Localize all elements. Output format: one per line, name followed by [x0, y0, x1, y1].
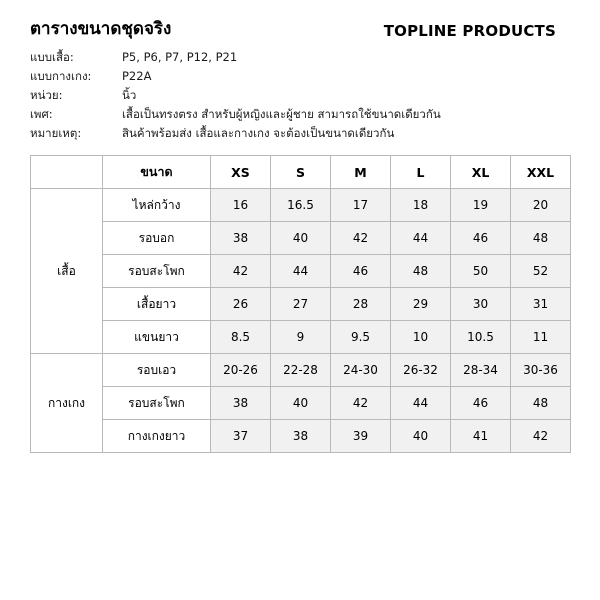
- cell-value: 42: [331, 387, 391, 420]
- size-header-xxl: XXL: [511, 156, 571, 189]
- group-label-pants: กางเกง: [31, 354, 103, 453]
- meta-value: P22A: [122, 69, 152, 83]
- cell-value: 26: [211, 288, 271, 321]
- group-label-shirt: เสื้อ: [31, 189, 103, 354]
- table-row: [31, 354, 571, 387]
- size-header-xs: XS: [211, 156, 271, 189]
- document-header: [30, 18, 570, 42]
- meta-value: P5, P6, P7, P12, P21: [122, 50, 238, 64]
- table-row: [31, 387, 571, 420]
- row-label: รอบอก: [103, 222, 211, 255]
- cell-value: 39: [331, 420, 391, 453]
- cell-value: 46: [451, 222, 511, 255]
- cell-value: 52: [511, 255, 571, 288]
- cell-value: 19: [451, 189, 511, 222]
- size-table: [30, 155, 571, 453]
- cell-value: 16.5: [271, 189, 331, 222]
- cell-value: 48: [511, 222, 571, 255]
- cell-value: 9: [271, 321, 331, 354]
- table-row: [31, 189, 571, 222]
- meta-row: [30, 105, 570, 124]
- size-header-xl: XL: [451, 156, 511, 189]
- cell-value: 48: [391, 255, 451, 288]
- meta-label: หน่วย:: [30, 88, 63, 102]
- meta-row: [30, 124, 570, 143]
- cell-value: 28: [331, 288, 391, 321]
- cell-value: 46: [451, 387, 511, 420]
- cell-value: 24-30: [331, 354, 391, 387]
- brand-name: TOPLINE PRODUCTS: [383, 22, 556, 40]
- cell-value: 31: [511, 288, 571, 321]
- cell-value: 42: [211, 255, 271, 288]
- size-header-m: M: [331, 156, 391, 189]
- meta-list: [30, 48, 570, 143]
- cell-value: 11: [511, 321, 571, 354]
- cell-value: 18: [391, 189, 451, 222]
- meta-label: แบบเสื้อ:: [30, 50, 74, 64]
- size-header-s: S: [271, 156, 331, 189]
- cell-value: 20: [511, 189, 571, 222]
- meta-row: [30, 67, 570, 86]
- cell-value: 41: [451, 420, 511, 453]
- measure-header: ขนาด: [103, 156, 211, 189]
- cell-value: 40: [391, 420, 451, 453]
- cell-value: 42: [511, 420, 571, 453]
- row-label: รอบสะโพก: [103, 255, 211, 288]
- cell-value: 17: [331, 189, 391, 222]
- meta-value: นิ้ว: [122, 88, 137, 102]
- cell-value: 29: [391, 288, 451, 321]
- meta-label: แบบกางเกง:: [30, 69, 92, 83]
- page-title: ตารางขนาดชุดจริง: [30, 19, 172, 39]
- meta-value: สินค้าพร้อมส่ง เสื้อและกางเกง จะต้องเป็นขนาดเดียวกัน: [122, 126, 395, 140]
- table-row: [31, 321, 571, 354]
- cell-value: 38: [211, 387, 271, 420]
- cell-value: 46: [331, 255, 391, 288]
- row-label: รอบสะโพก: [103, 387, 211, 420]
- cell-value: 44: [391, 387, 451, 420]
- cell-value: 42: [331, 222, 391, 255]
- size-header-l: L: [391, 156, 451, 189]
- table-corner-cell: [31, 156, 103, 189]
- cell-value: 26-32: [391, 354, 451, 387]
- cell-value: 20-26: [211, 354, 271, 387]
- cell-value: 37: [211, 420, 271, 453]
- cell-value: 9.5: [331, 321, 391, 354]
- row-label: แขนยาว: [103, 321, 211, 354]
- table-row: [31, 222, 571, 255]
- cell-value: 8.5: [211, 321, 271, 354]
- cell-value: 22-28: [271, 354, 331, 387]
- cell-value: 44: [271, 255, 331, 288]
- row-label: เสื้อยาว: [103, 288, 211, 321]
- meta-label: เพศ:: [30, 107, 53, 121]
- cell-value: 30-36: [511, 354, 571, 387]
- cell-value: 40: [271, 222, 331, 255]
- cell-value: 28-34: [451, 354, 511, 387]
- cell-value: 44: [391, 222, 451, 255]
- cell-value: 10: [391, 321, 451, 354]
- table-header-row: [31, 156, 571, 189]
- meta-label: หมายเหตุ:: [30, 126, 82, 140]
- cell-value: 38: [211, 222, 271, 255]
- row-label: ไหล่กว้าง: [103, 189, 211, 222]
- cell-value: 16: [211, 189, 271, 222]
- meta-row: [30, 86, 570, 105]
- row-label: กางเกงยาว: [103, 420, 211, 453]
- cell-value: 40: [271, 387, 331, 420]
- table-row: [31, 255, 571, 288]
- cell-value: 10.5: [451, 321, 511, 354]
- cell-value: 48: [511, 387, 571, 420]
- meta-value: เสื้อเป็นทรงตรง สำหรับผู้หญิงและผู้ชาย สามารถใช้ขนาดเดียวกัน: [122, 107, 441, 121]
- cell-value: 38: [271, 420, 331, 453]
- meta-row: [30, 48, 570, 67]
- cell-value: 27: [271, 288, 331, 321]
- cell-value: 50: [451, 255, 511, 288]
- row-label: รอบเอว: [103, 354, 211, 387]
- table-row: [31, 420, 571, 453]
- cell-value: 30: [451, 288, 511, 321]
- table-row: [31, 288, 571, 321]
